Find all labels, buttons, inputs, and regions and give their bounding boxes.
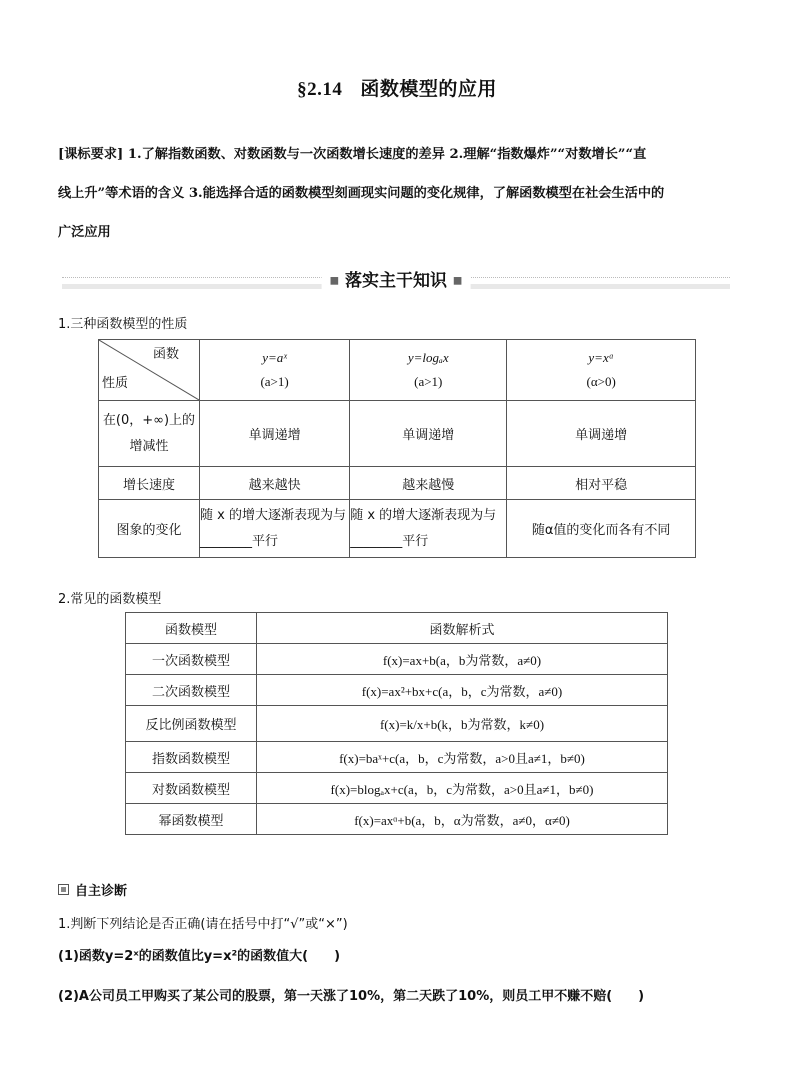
requirements-tag: [课标要求]	[58, 147, 124, 162]
requirements-line-2: 线上升”等术语的含义 3.能选择合适的函数模型刻画现实问题的变化规律，了解函数模型在社会生活中的	[58, 186, 665, 201]
requirements-line-3: 广泛应用	[58, 225, 111, 240]
question-item-2: (2)A公司员工甲购买了某公司的股票，第一天涨了10%，第二天跌了10%，则员工甲不赚不赔( )	[58, 989, 645, 1004]
question-item-1: (1)函数y=2ˣ的函数值比y=x²的函数值大( )	[58, 949, 341, 964]
models-table	[125, 612, 668, 835]
table-row: 二次函数模型 f(x)=ax²+bx+c(a，b，c为常数，a≠0)	[126, 675, 668, 706]
column-header-model: 函数模型	[126, 613, 257, 644]
section2-heading: 2.常见的函数模型	[58, 592, 162, 607]
table-corner-cell: 函数 性质	[99, 340, 200, 401]
question-1: 1.判断下列结论是否正确(请在括号中打“√”或“×”)	[58, 917, 348, 932]
table-row: 反比例函数模型 f(x)=k/x+b(k，b为常数，k≠0)	[126, 706, 668, 742]
table-row: 一次函数模型 f(x)=ax+b(a，b为常数，a≠0)	[126, 644, 668, 675]
column-header-exp: y=aˣ (a>1)	[200, 340, 350, 401]
table-row: 对数函数模型 f(x)=blogₐx+c(a，b，c为常数，a>0且a≠1，b≠0)	[126, 773, 668, 804]
band-label: 落实主干知识	[345, 271, 447, 291]
table-row: 图象的变化 随 x 的增大逐渐表现为与________平行 随 x 的增大逐渐表现为与________平行 随α值的变化而各有不同	[99, 500, 696, 558]
section-number: §2.14	[297, 79, 343, 100]
column-header-formula: 函数解析式	[257, 613, 668, 644]
page-title	[0, 74, 794, 101]
column-header-log: y=logₐx (a>1)	[350, 340, 507, 401]
column-header-power: y=xᵅ (α>0)	[507, 340, 696, 401]
properties-table	[98, 339, 696, 558]
title-text: 函数模型的应用	[360, 78, 497, 100]
section1-heading: 1.三种函数模型的性质	[58, 317, 188, 332]
table-row: 指数函数模型 f(x)=baˣ+c(a，b，c为常数，a>0且a≠1，b≠0)	[126, 742, 668, 773]
square-icon	[58, 884, 69, 895]
table-row: 在(0，+∞)上的增减性 单调递增 单调递增 单调递增	[99, 401, 696, 467]
diagnosis-heading: 自主诊断	[58, 880, 127, 899]
table-row: 增长速度 越来越快 越来越慢 相对平稳	[99, 467, 696, 500]
requirements-line-1: [课标要求] 1.了解指数函数、对数函数与一次函数增长速度的差异 2.理解“指数爆炸”“对数增长”“直	[58, 147, 647, 162]
table-row: 幂函数模型 f(x)=axᵅ+b(a，b，α为常数，a≠0，α≠0)	[126, 804, 668, 835]
section-band: ■ 落实主干知识 ■	[62, 266, 730, 296]
